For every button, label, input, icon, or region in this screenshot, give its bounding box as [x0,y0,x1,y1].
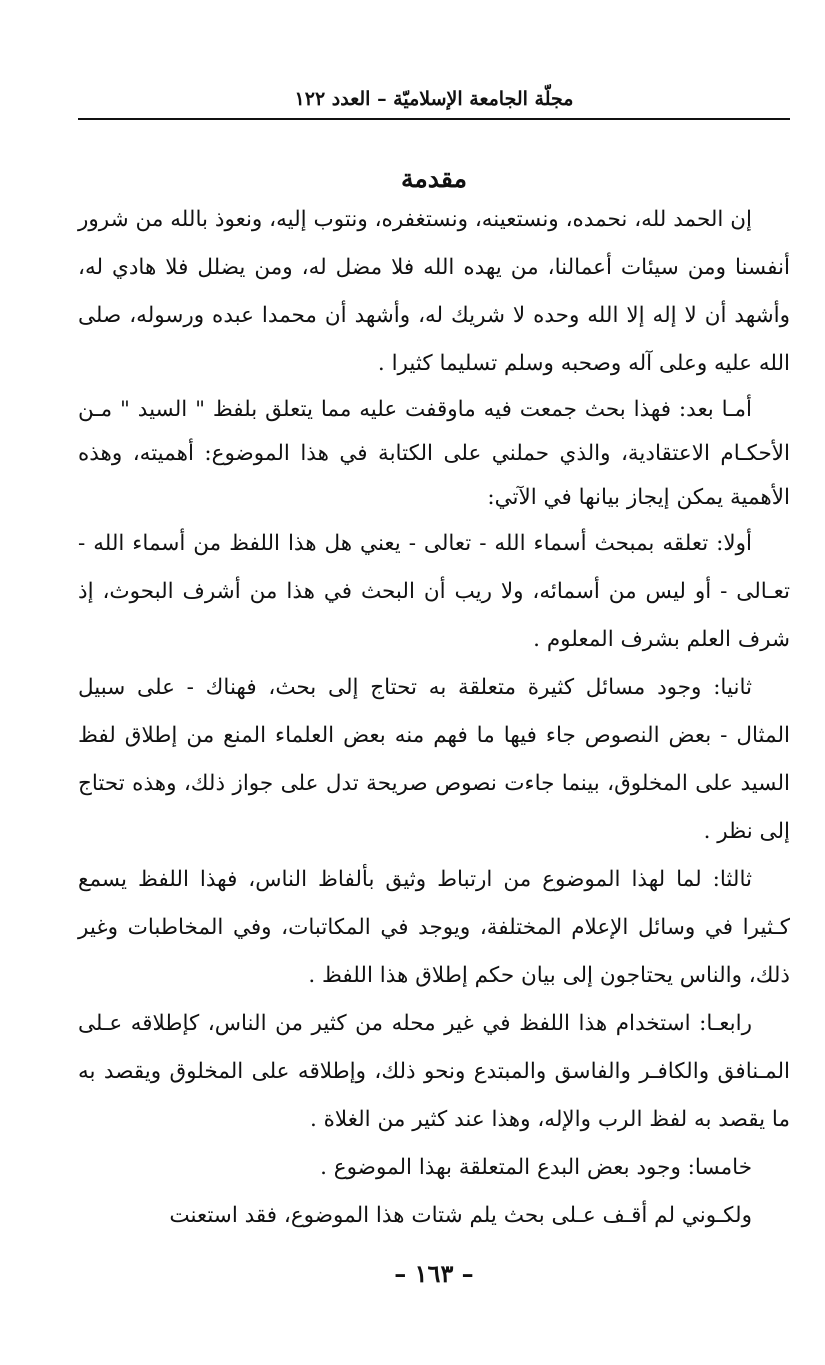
paragraph-fifth-point: خامسا: وجود بعض البدع المتعلقة بهذا الموضوع . [320,1155,752,1180]
running-header: مجلّة الجامعة الإسلاميّة – العدد ١٢٢ [294,88,574,110]
body-text [78,196,790,1240]
page-number: – ١٦٣ – [394,1259,474,1288]
paragraph-first-point: أولا: تعلقه بمبحث أسماء الله - تعالى - يعني هل هذا اللفظ من أسماء الله - تعـالى - أو ليس من أسمائه، ولا ريب أن البحث في هذا من أشرف البحوث، إذ شرف العلم بشرف المعلوم . [78,531,790,652]
section-title: مقدمة [401,163,467,193]
paragraph-purpose: أمـا بعد: فهذا بحث جمعت فيه ماوقفت عليه مما يتعلق بلفظ " السيد " مـن الأحكـام الاعتقادية، والذي حملني على الكتابة في هذا الموضوع: أهميته، وهذه الأهمية يمكن إيجاز بيانها في الآتي: [78,397,790,510]
paragraph-fourth-point: رابعـا: استخدام هذا اللفظ في غير محله من كثير من الناس، كإطلاقه عـلى المـنافق والكافـر والفاسق والمبتدع ونحو ذلك، وإطلاقه على المخلوق ويقصد به ما يقصد به لفظ الرب والإله، وهذا عند كثير من الغلاة . [78,1011,790,1132]
paragraph-second-point: ثانيا: وجود مسائل كثيرة متعلقة به تحتاج إلى بحث، فهناك - على سبيل المثال - بعض النصوص جاء فيها ما فهم منه بعض العلماء المنع من إطلاق لفظ السيد على المخلوق، بينما جاءت نصوص صريحة تدل على جواز ذلك، وهذه تحتاج إلى نظر . [78,675,790,844]
header-rule [78,118,790,120]
paragraph-third-point: ثالثا: لما لهذا الموضوع من ارتباط وثيق بألفاظ الناس، فهذا اللفظ يسمع كـثيرا في وسائل الإعلام المختلفة، ويوجد في المكاتبات، وفي المخاطبات وغير ذلك، والناس يحتاجون إلى بيان حكم إطلاق هذا اللفظ . [78,867,790,988]
paragraph-continuation: ولكـوني لم أقـف عـلى بحث يلم شتات هذا الموضوع، فقد استعنت [169,1203,752,1228]
paragraph-opening: إن الحمد لله، نحمده، ونستعينه، ونستغفره، ونتوب إليه، ونعوذ بالله من شرور أنفسنا ومن سيئات أعمالنا، من يهده الله فلا مضل له، ومن يضلل فلا هادي له، وأشهد أن لا إله إلا الله وحده لا شريك له، وأشهد أن محمدا عبده ورسوله، صلى الله عليه وعلى آله وصحبه وسلم تسليما كثيرا . [78,207,790,376]
